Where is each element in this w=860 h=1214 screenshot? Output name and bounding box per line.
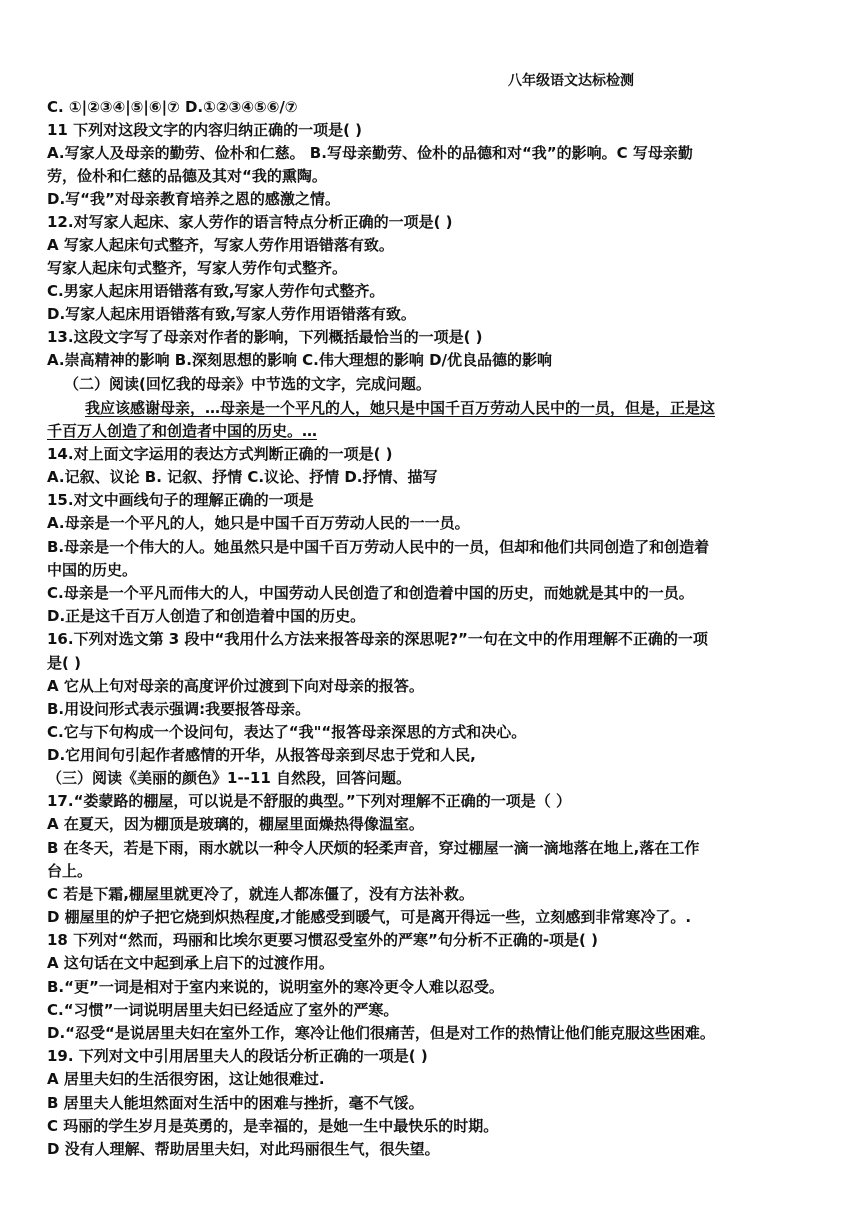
question-15-option-b: B.母亲是一个伟大的人。她虽然只是中国千百万劳动人民中的一员，但却和他们共同创造了和创造着 (47, 538, 710, 556)
options-line-c-d: C. ①|②③④|⑤|⑥|⑦ D.①②③④⑤⑥/⑦ (47, 98, 298, 116)
question-11-option-d: D.写“我”对母亲教育培养之恩的感激之情。 (47, 190, 340, 208)
question-18-option-c: C.“习惯”一词说明居里夫妇已经适应了室外的严寒。 (47, 1001, 399, 1019)
question-17-option-c: C 若是下霜,棚屋里就更冷了，就连人都冻僵了，没有方法补救。 (47, 885, 474, 903)
question-19-option-a: A 居里夫妇的生活很穷困，这让她很难过. (47, 1070, 325, 1088)
question-16-option-b: B.用设问形式表示强调:我要报答母亲。 (47, 700, 311, 718)
question-12-option-a: A 写家人起床句式整齐，写家人劳作用语错落有致。 (47, 236, 394, 254)
question-18-option-b: B.“更”一词是相对于室内来说的，说明室外的寒冷更令人难以忍受。 (47, 978, 504, 996)
question-11: 11 下列对这段文字的内容归纳正确的一项是( ) (47, 121, 363, 139)
page-header: 八年级语文达标检测 (508, 73, 634, 89)
question-16-cont: 是( ) (47, 654, 81, 672)
section-3-heading: （三）阅读《美丽的颜色》1--11 自然段，回答问题。 (47, 769, 411, 787)
question-17-option-b: B 在冬天，若是下雨，雨水就以一种令人厌烦的轻柔声音，穿过棚屋一滴一滴地落在地上,落在工作 (47, 839, 700, 857)
question-11-options: A.写家人及母亲的勤劳、俭朴和仁慈。 B.写母亲勤劳、俭朴的品德和对“我”的影响。C 写母亲勤 (47, 144, 693, 162)
passage-line-1: 我应该感谢母亲，…母亲是一个平凡的人，她只是中国千百万劳动人民中的一员，但是，正是这 (85, 399, 716, 417)
question-18: 18 下列对“然而，玛丽和比埃尔更要习惯忍受室外的严寒”句分析不正确的-项是( ) (47, 931, 598, 949)
question-16-option-c: C.它与下句构成一个设问句，表达了“我"“报答母亲深思的方式和决心。 (47, 723, 527, 741)
passage-line-2: 千百万人创造了和创造者中国的历史。… (47, 422, 318, 440)
question-17-option-a: A 在夏天，因为棚顶是玻璃的，棚屋里面燥热得像温室。 (47, 815, 424, 833)
question-12: 12.对写家人起床、家人劳作的语言特点分析正确的一项是( ) (47, 213, 453, 231)
question-16: 16.下列对选文第 3 段中“我用什么方法来报答母亲的深思呢?”一句在文中的作用理解不正确的一项 (47, 630, 708, 648)
question-15-option-b-cont: 中国的历史。 (47, 561, 138, 579)
question-11-options-cont: 劳，俭朴和仁慈的品德及其对“我的熏陶。 (47, 167, 327, 185)
question-12-option-c: C.男家人起床用语错落有致,写家人劳作句式整齐。 (47, 282, 385, 300)
question-19-option-d: D 没有人理解、帮助居里夫妇，对此玛丽很生气，很失望。 (47, 1140, 440, 1158)
question-18-option-d: D.“忍受“是说居里夫妇在室外工作，寒冷让他们很痛苦，但是对工作的热情让他们能克服这些困难。 (47, 1024, 715, 1042)
question-17-option-d: D 棚屋里的炉子把它烧到炽热程度,才能感受到暖气，可是离开得远一些，立刻感到非常寒冷了。. (47, 908, 692, 926)
question-15: 15.对文中画线句子的理解正确的一项是 (47, 491, 314, 509)
question-17-option-b-cont: 台上。 (47, 862, 93, 880)
question-12-option-d: D.写家人起床用语错落有致,写家人劳作用语错落有致。 (47, 305, 416, 323)
question-16-option-a: A 它从上句对母亲的高度评价过渡到下向对母亲的报答。 (47, 677, 424, 695)
question-19-option-c: C 玛丽的学生岁月是英勇的，是幸福的，是她一生中最快乐的时期。 (47, 1117, 499, 1135)
question-14-options: A.记叙、议论 B. 记叙、抒情 C.议论、抒情 D.抒情、描写 (47, 468, 438, 486)
question-15-option-c: C.母亲是一个平凡而伟大的人，中国劳动人民创造了和创造着中国的历史，而她就是其中的一员。 (47, 584, 694, 602)
question-13-options: A.崇高精神的影响 B.深刻思想的影响 C.伟大理想的影响 D/优良品德的影响 (47, 351, 553, 369)
question-18-option-a: A 这句话在文中起到承上启下的过渡作用。 (47, 954, 334, 972)
section-2-heading: （二）阅读(回忆我的母亲》中节选的文字，完成问题。 (64, 375, 431, 393)
question-19-option-b: B 居里夫人能坦然面对生活中的困难与挫折，毫不气馁。 (47, 1094, 424, 1112)
question-16-option-d: D.它用间句引起作者感情的开华，从报答母亲到尽忠于党和人民, (47, 746, 476, 764)
question-15-option-d: D.正是这千百万人创造了和创造着中国的历史。 (47, 607, 366, 625)
question-17: 17.“娄蒙路的棚屋，可以说是不舒服的典型。”下列对理解不正确的一项是（ ） (47, 792, 572, 810)
question-12-option-b: 写家人起床句式整齐，写家人劳作句式整齐。 (47, 259, 348, 277)
question-15-option-a: A.母亲是一个平凡的人，她只是中国千百万劳动人民的一一员。 (47, 514, 470, 532)
question-14: 14.对上面文字运用的表达方式判断正确的一项是( ) (47, 445, 393, 463)
question-13: 13.这段文字写了母亲对作者的影响，下列概括最恰当的一项是( ) (47, 328, 483, 346)
question-19: 19. 下列对文中引用居里夫人的段话分析正确的一项是( ) (47, 1047, 428, 1065)
